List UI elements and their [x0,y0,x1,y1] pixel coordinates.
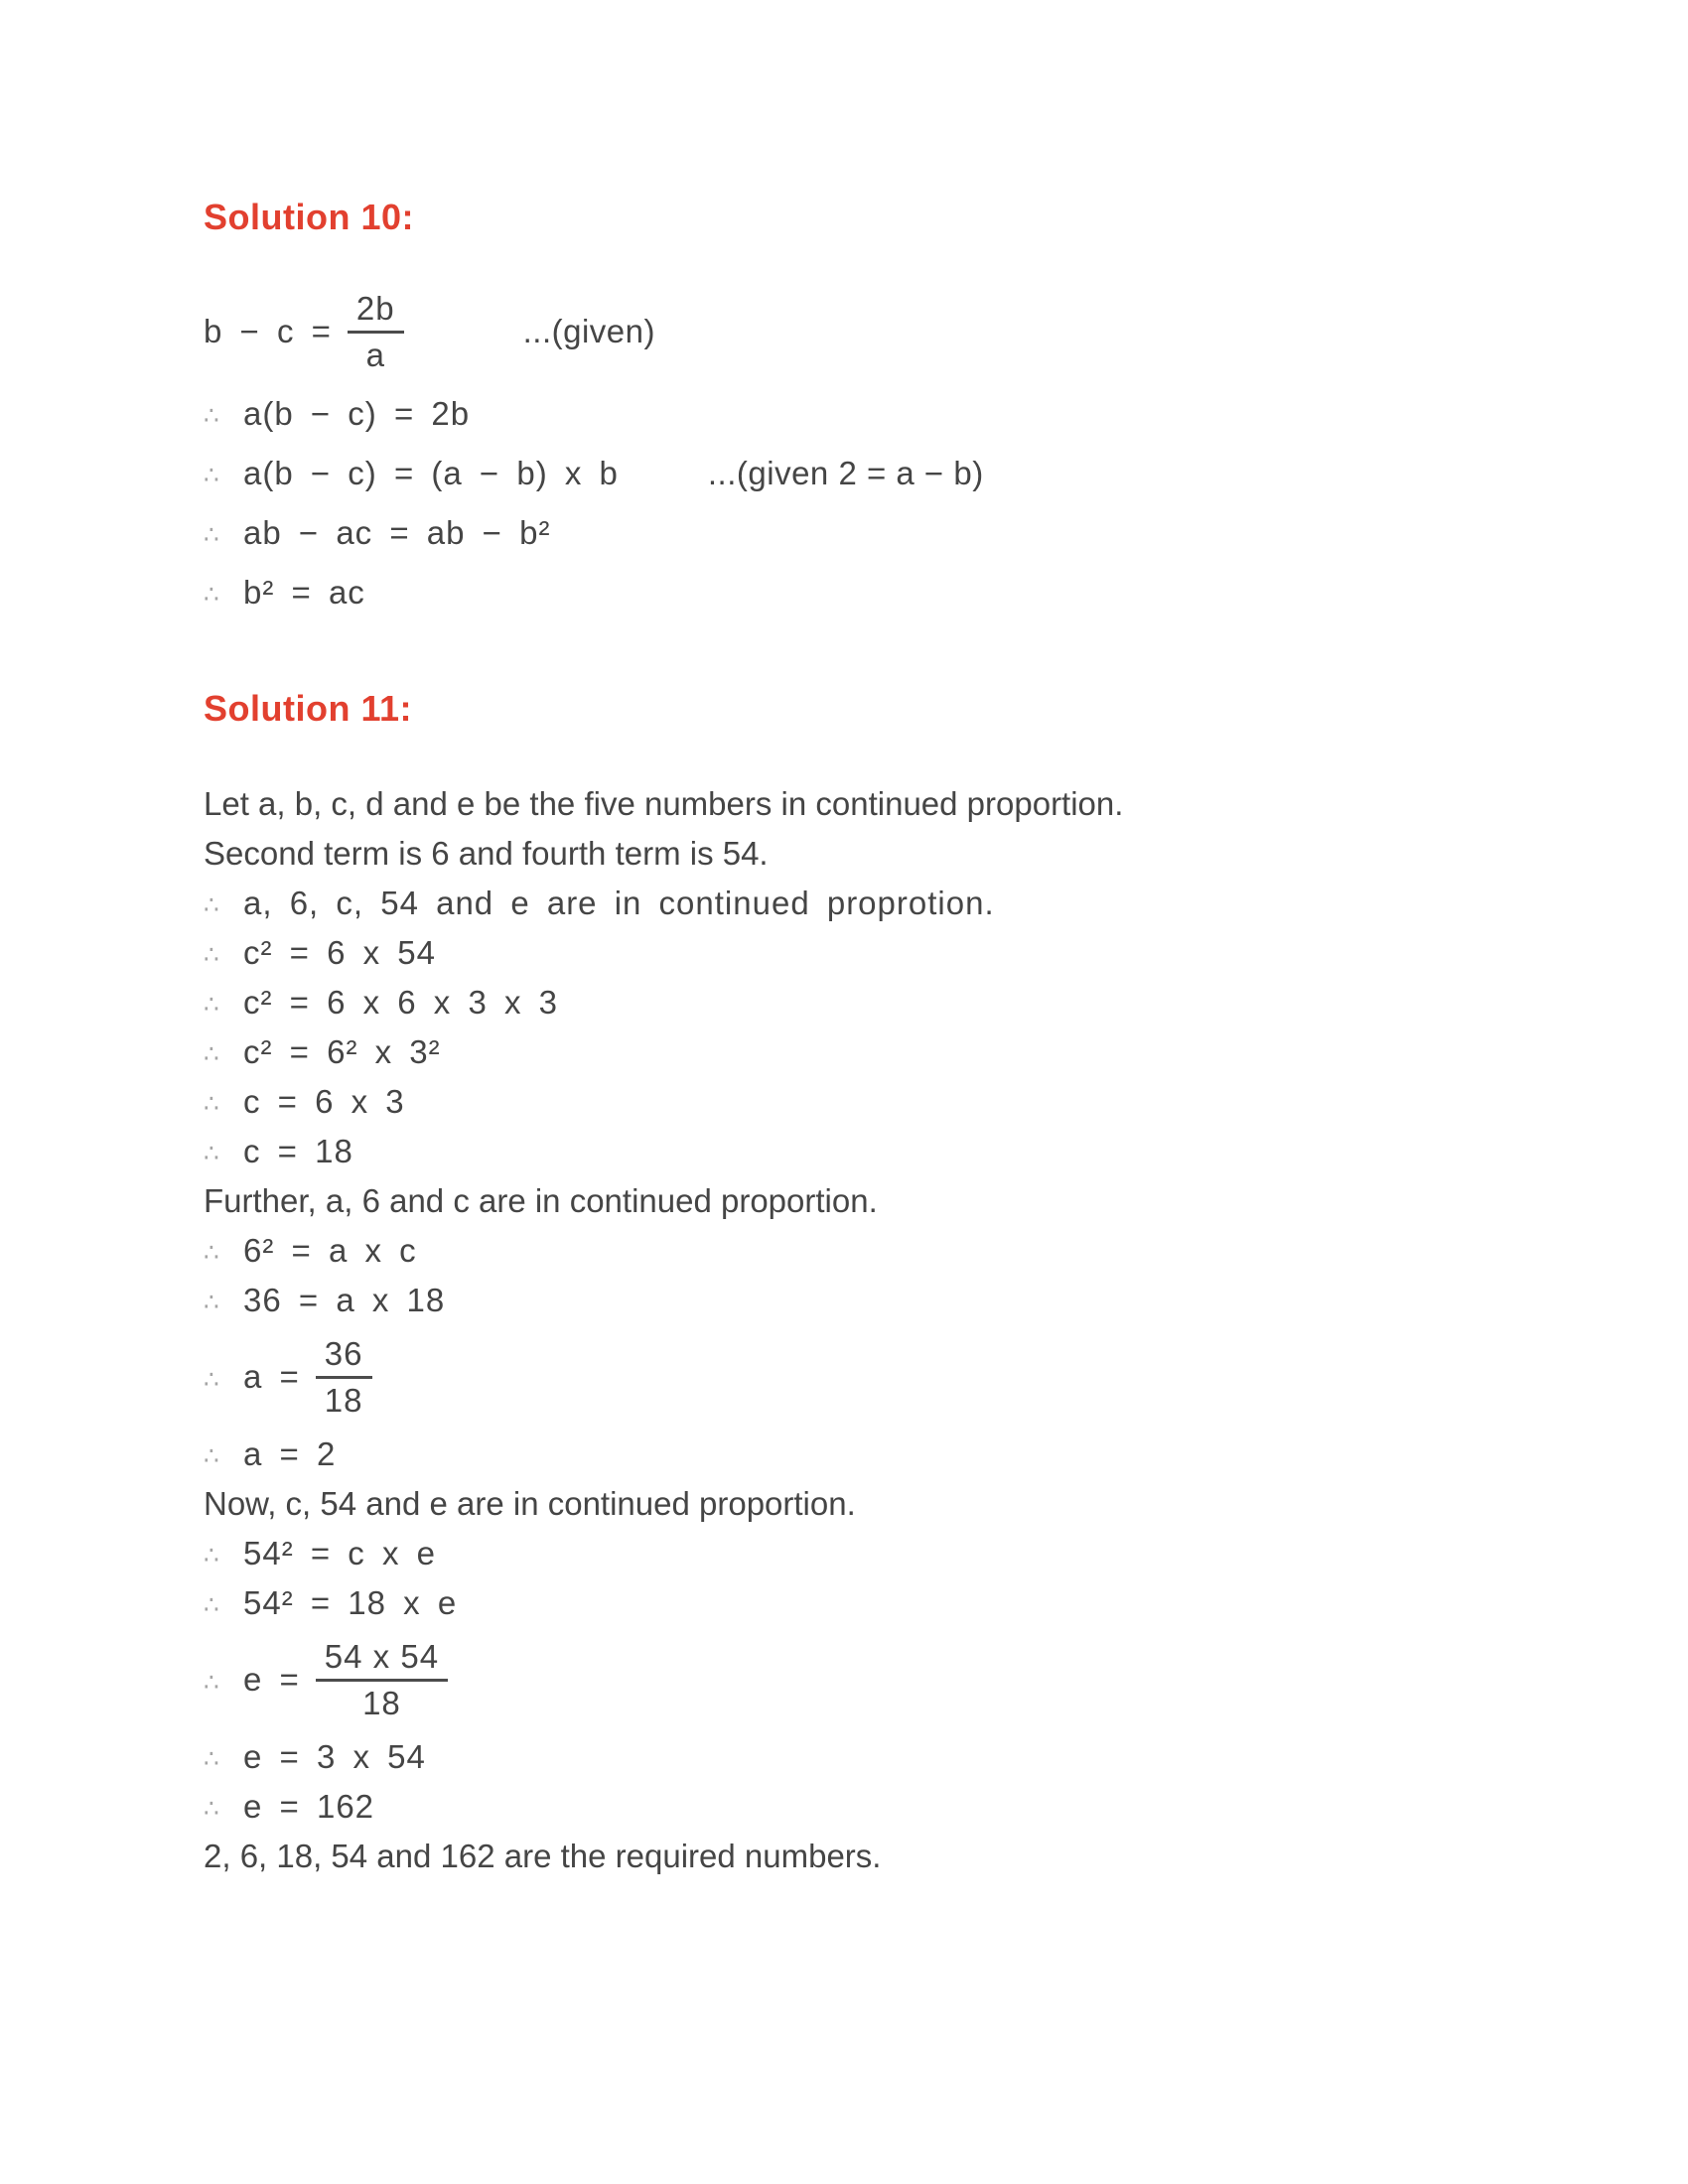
therefore-symbol: ∴ [204,1239,219,1268]
fraction [316,1335,372,1420]
sentence-line [204,829,1628,879]
solution-11-lines [204,779,1628,1881]
equation-line [204,1077,1628,1127]
equation-line [204,978,1628,1027]
therefore-symbol: ∴ [204,1668,219,1697]
equation-prefix: a = [243,1358,300,1396]
equation-line [204,1529,1628,1578]
therefore-symbol: ∴ [204,402,219,431]
fraction-denominator: a [365,336,385,373]
solution-11-section [204,688,1628,1881]
fraction-numerator: 2b [348,290,404,334]
equation-line [204,503,1628,563]
equation-fraction-line [204,1325,1628,1430]
equation-fraction-line [204,1628,1628,1732]
therefore-symbol: ∴ [204,1795,219,1824]
equation-line [204,1276,1628,1325]
line-text: 2, 6, 18, 54 and 162 are the required numbers. [204,1837,882,1874]
equation-line [204,1027,1628,1077]
therefore-symbol: ∴ [204,1090,219,1119]
therefore-symbol: ∴ [204,1040,219,1069]
equation-line [204,1578,1628,1628]
therefore-symbol: ∴ [204,1745,219,1774]
solution-10-lines [204,280,1628,622]
equation-line [204,563,1628,622]
line-text: b² = ac [243,573,365,611]
line-text: 54² = c x e [243,1534,436,1571]
therefore-symbol: ∴ [204,1591,219,1620]
therefore-symbol: ∴ [204,891,219,920]
line-text: a(b − c) = (a − b) x b [243,454,619,491]
line-text: a = 2 [243,1434,337,1472]
therefore-symbol: ∴ [204,941,219,970]
line-text: Second term is 6 and fourth term is 54. [204,834,769,872]
fraction-denominator: 18 [324,1381,363,1419]
line-text: ab − ac = ab − b² [243,513,551,551]
equation-line [204,928,1628,978]
equation-annotation: ...(given 2 = a − b) [707,454,984,491]
equation-prefix: b − c = [204,313,332,350]
therefore-symbol: ∴ [204,1442,219,1471]
line-text: Now, c, 54 and e are in continued proportion. [204,1484,856,1522]
equation-prefix: e = [243,1661,300,1699]
line-text: Let a, b, c, d and e be the five numbers in continued proportion. [204,784,1124,822]
line-text: c² = 6² x 3² [243,1032,441,1070]
equation-line [204,1782,1628,1832]
therefore-symbol: ∴ [204,1289,219,1317]
therefore-symbol: ∴ [204,581,219,610]
line-text: 54² = 18 x e [243,1583,458,1621]
equation-line [204,1127,1628,1176]
fraction-numerator: 36 [316,1335,372,1379]
sentence-line [204,1176,1628,1226]
therefore-symbol: ∴ [204,521,219,550]
equation-line [204,1226,1628,1276]
solution-10-heading: Solution 10: [204,197,414,237]
sentence-line [204,1479,1628,1529]
therefore-symbol: ∴ [204,991,219,1020]
equation-line [204,879,1628,928]
line-text: 36 = a x 18 [243,1281,446,1318]
equation-line [204,1732,1628,1782]
equation-line [204,384,1628,444]
line-text: a, 6, c, 54 and e are in continued proprotion. [243,884,995,921]
sentence-line [204,1832,1628,1881]
line-text: e = 162 [243,1787,375,1825]
therefore-symbol: ∴ [204,1365,219,1394]
line-text: c² = 6 x 6 x 3 x 3 [243,983,559,1021]
therefore-symbol: ∴ [204,462,219,490]
equation-line [204,1430,1628,1479]
equation-line [204,444,1628,503]
line-text: 6² = a x c [243,1231,417,1269]
fraction-denominator: 18 [362,1684,401,1721]
line-text: c² = 6 x 54 [243,933,436,971]
line-text: Further, a, 6 and c are in continued proportion. [204,1181,878,1219]
equation-fraction-line [204,280,1628,384]
line-text: c = 6 x 3 [243,1082,405,1120]
solution-11-heading: Solution 11: [204,687,413,729]
line-text: e = 3 x 54 [243,1737,426,1775]
fraction [316,1638,448,1722]
line-text: a(b − c) = 2b [243,394,471,432]
equation-annotation: ...(given) [522,313,655,350]
solution-10-section [204,197,1628,622]
fraction-numerator: 54 x 54 [316,1638,448,1682]
sentence-line [204,779,1628,829]
line-text: c = 18 [243,1132,353,1169]
fraction [348,290,404,374]
therefore-symbol: ∴ [204,1542,219,1570]
therefore-symbol: ∴ [204,1140,219,1168]
